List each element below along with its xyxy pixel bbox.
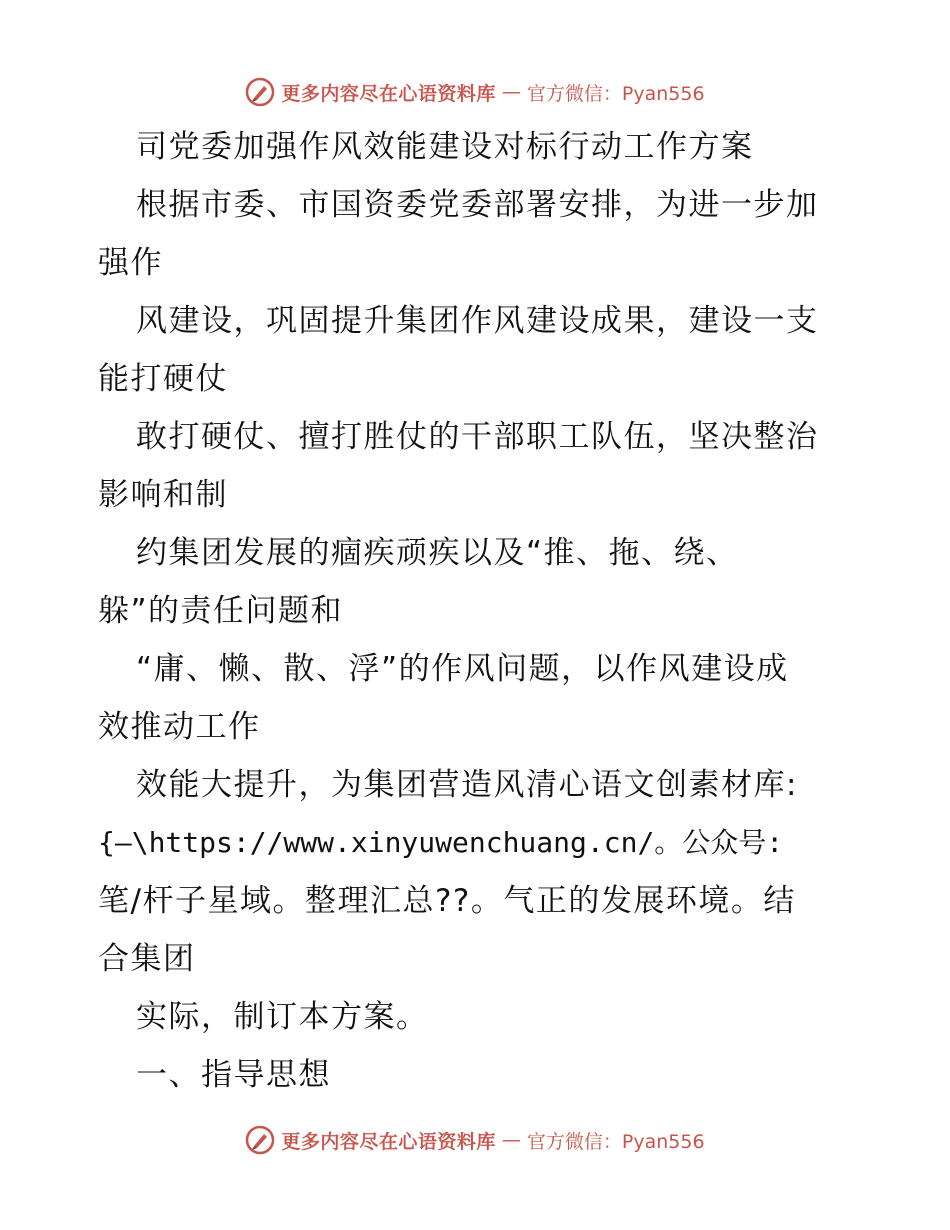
footer-watermark-banner <box>0 1120 950 1160</box>
url-line: {—\https://www.xinyuwenchuang.cn/。公众号: <box>98 826 784 859</box>
paragraph-line: 风建设，巩固提升集团作风建设成果，建设一支 <box>136 303 819 339</box>
watermark-promo-text: 更多内容尽在心语资料库 <box>281 82 496 105</box>
paragraph-line: 笔/杆子星域。整理汇总??。气正的发展环境。结 <box>98 883 796 919</box>
paragraph-line: 实际，制订本方案。 <box>136 999 429 1035</box>
watermark-wechat-text: 官方微信：Pyan556 <box>526 82 705 105</box>
paragraph-line: 效能大提升，为集团营造风清心语文创素材库: <box>136 767 798 803</box>
pen-logo-icon <box>245 1125 275 1155</box>
paragraph-line: 强作 <box>98 245 163 281</box>
paragraph-line: 敢打硬仗、擅打胜仗的干部职工队伍，坚决整治 <box>136 419 819 455</box>
paragraph-line: 根据市委、市国资委党委部署安排，为进一步加 <box>136 187 819 223</box>
document-title: 司党委加强作风效能建设对标行动工作方案 <box>136 129 754 165</box>
paragraph-line: 影响和制 <box>98 477 228 513</box>
watermark-separator: — <box>501 81 521 103</box>
watermark-promo-text: 更多内容尽在心语资料库 <box>281 1130 496 1153</box>
paragraph-line: 合集团 <box>98 941 196 977</box>
paragraph-line: 躲”的责任问题和 <box>98 593 344 629</box>
document-body <box>98 118 858 1104</box>
paragraph-line: 能打硬仗 <box>98 361 228 397</box>
paragraph-line: “庸、懒、散、浮”的作风问题，以作风建设成 <box>136 651 789 687</box>
watermark-wechat-text: 官方微信：Pyan556 <box>526 1130 705 1153</box>
watermark-separator: — <box>501 1129 521 1151</box>
header-watermark-banner <box>0 72 950 112</box>
paragraph-line: 效推动工作 <box>98 709 261 745</box>
pen-logo-icon <box>245 77 275 107</box>
section-heading: 一、指导思想 <box>136 1057 331 1093</box>
paragraph-line: 约集团发展的痼疾顽疾以及“推、拖、绕、 <box>136 535 739 571</box>
